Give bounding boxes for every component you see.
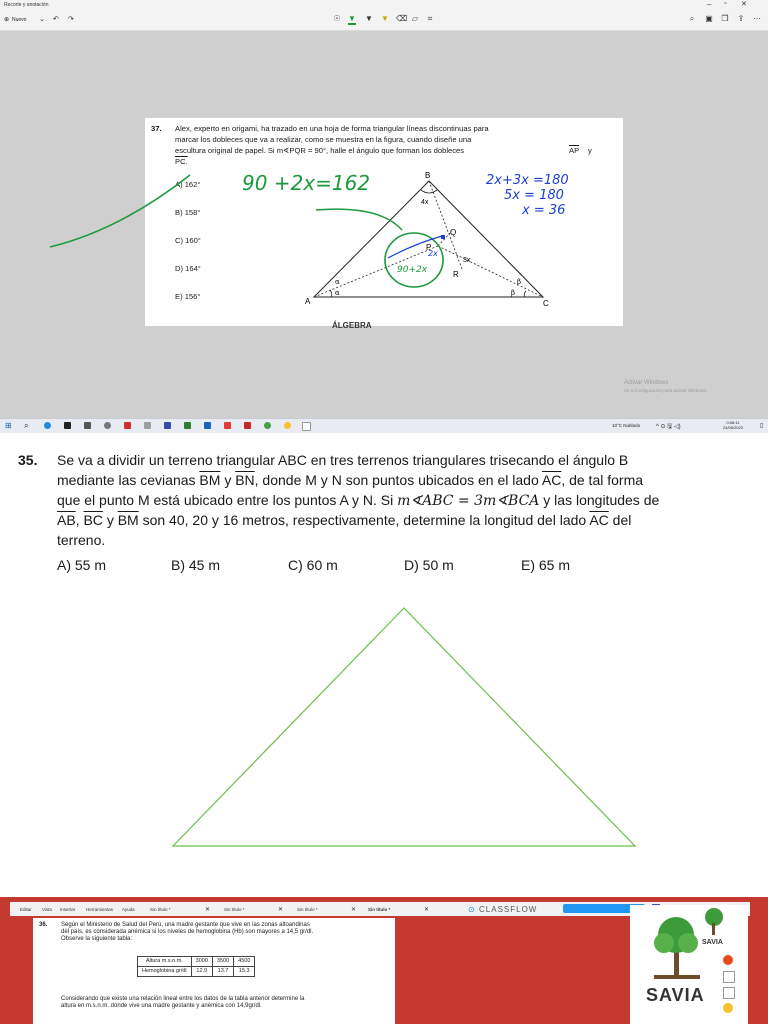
table-cell: 15.3 xyxy=(234,967,255,977)
angle-beta-label-2: β xyxy=(511,289,516,297)
close-tab-icon[interactable]: ✕ xyxy=(205,907,211,913)
problem-36-slide xyxy=(33,918,395,1024)
segment-bm: $\overline{BM}$ xyxy=(117,512,139,528)
option-e: E) 65 m xyxy=(521,557,571,573)
segment-bc: $\overline{BC}$ xyxy=(83,512,103,528)
menu-edit[interactable]: Editar xyxy=(20,907,32,912)
angle-alpha-label-2: α xyxy=(335,289,340,297)
vertex-b-label: B xyxy=(425,171,431,180)
problem-text-line: del país, es considerada anémica si los niveles de hemoglobina (Hb) son mayores a 14,5 gr/dl. xyxy=(61,929,314,935)
app-icon[interactable] xyxy=(64,422,71,429)
angle-alpha-label: α xyxy=(335,278,340,286)
toolbar-icon[interactable] xyxy=(723,955,733,965)
segment-ap: $\overline{AP}$ xyxy=(569,146,580,155)
option-b: B) 158° xyxy=(175,208,201,217)
problem-text: mediante las cevianas xyxy=(57,472,196,488)
menu-view[interactable]: Vista xyxy=(42,907,52,912)
chrome-icon[interactable] xyxy=(284,422,291,429)
table-cell: Altura m.s.n.m. xyxy=(138,957,192,967)
option-e: E) 156° xyxy=(175,292,201,301)
problem-text: y xyxy=(224,472,232,488)
app-icon[interactable] xyxy=(164,422,171,429)
minimize-icon[interactable]: – xyxy=(707,0,712,9)
close-tab-icon[interactable]: ✕ xyxy=(351,907,357,913)
point-r-label: R xyxy=(453,270,459,279)
problem-text-line: Alex, experto en origami, ha trazado en una hoja de forma triangular líneas discontinuas para xyxy=(175,124,489,133)
vertex-a-label: A xyxy=(305,297,311,306)
vertex-c-label: C xyxy=(543,299,549,308)
toolbar-icon[interactable] xyxy=(723,987,735,999)
watermark-line: Activar Windows xyxy=(624,380,669,386)
savia-small-logo-text: SAVIA xyxy=(702,939,723,946)
point-q-label: Q xyxy=(450,228,457,237)
problem-text: , de tal forma xyxy=(561,472,644,488)
problem-number: 36. xyxy=(39,922,48,928)
problem-text-line: Se va a dividir un terreno triangular ABC en tres terrenos triangulares trisecando el ángulo B xyxy=(57,452,629,468)
problem-text: del xyxy=(612,512,632,528)
problem-text-line: altura en m.s.n.m. donde vive una madre gestante y anémica con 14,9gr/dl. xyxy=(61,1003,262,1009)
option-d: D) 164° xyxy=(175,264,201,273)
ballpoint-pen-icon[interactable]: ▼ xyxy=(348,14,356,23)
segment-pc: PC. xyxy=(175,157,188,166)
drawn-triangle xyxy=(173,608,635,846)
problem-text-line: Considerando que existe una relación lineal entre los datos de la tabla anterior determine la xyxy=(61,996,305,1002)
right-angle-mark xyxy=(441,235,445,239)
problem-text: que el punto M está ubicado entre los puntos A y N. Si xyxy=(57,492,394,508)
segment-bm: $\overline{BM}$ xyxy=(199,472,221,488)
problem-text-line: escultura original de papel. Si m∢PQR = 90°, halle el ángulo que forman los dobleces xyxy=(175,146,465,155)
pen-stroke-checkmark xyxy=(50,175,190,247)
option-d: D) 50 m xyxy=(404,557,454,573)
weather-text[interactable]: 10°C Nublado xyxy=(612,423,641,428)
angle-3x-label: 3x xyxy=(463,257,471,264)
problem-text-line: Según el Ministerio de Salud del Perú, una madre gestante que vive en las zonas altoandinas xyxy=(61,922,310,928)
watermark-line: Ve a Configuración para activar Windows. xyxy=(624,388,708,393)
savia-panel xyxy=(630,905,748,1024)
close-tab-icon[interactable]: ✕ xyxy=(278,907,284,913)
table-cell: 3000 xyxy=(191,957,212,967)
word-icon[interactable] xyxy=(204,422,211,429)
section-footer: ÁLGEBRA xyxy=(332,321,372,330)
tray-icons[interactable]: ^ ⊙ 🖫 ◁) xyxy=(656,424,681,430)
math-expression: m∢ABC = 3m∢BCA xyxy=(397,493,540,509)
toolbar-icon[interactable] xyxy=(723,1003,733,1013)
zoom-icon[interactable]: ⌕ xyxy=(689,14,695,23)
handwritten-box: 90+2x xyxy=(397,265,428,275)
table-cell: 3500 xyxy=(212,957,233,967)
app-icon[interactable] xyxy=(124,422,131,429)
option-c: C) 60 m xyxy=(288,557,338,573)
pencil-icon[interactable]: ▼ xyxy=(365,14,373,23)
excel-icon[interactable] xyxy=(184,422,191,429)
classflow-logo: CLASSFLOW xyxy=(479,905,538,914)
table-cell: 4500 xyxy=(234,957,255,967)
option-a: A) 55 m xyxy=(57,557,107,573)
segment-ac: $\overline{AC}$ xyxy=(589,512,609,528)
new-snip-icon[interactable]: ⊕ xyxy=(4,17,10,23)
share-icon[interactable]: ⇪ xyxy=(737,14,745,23)
app-icon[interactable] xyxy=(224,422,231,429)
option-c: C) 160° xyxy=(175,236,201,245)
option-a: A) 162° xyxy=(175,180,201,189)
clock[interactable] xyxy=(723,420,743,430)
app-icon[interactable] xyxy=(244,422,251,429)
problem-text: , xyxy=(75,512,80,528)
handwritten-eq1: 2x+3x =180 xyxy=(486,173,569,188)
menu-help[interactable]: Ayuda xyxy=(122,907,135,912)
eraser-icon[interactable]: ⌫ xyxy=(396,14,408,23)
dropdown-icon[interactable]: ⌄ xyxy=(39,16,45,23)
tab-untitled-1[interactable]: Sin título * xyxy=(150,907,171,912)
tab-untitled-2[interactable]: Sin título * xyxy=(224,907,245,912)
table-cell: 13.7 xyxy=(212,967,233,977)
tab-untitled-4[interactable]: Sin título * xyxy=(368,907,391,912)
problem-text: y xyxy=(106,512,114,528)
highlighter-icon[interactable]: ▼ xyxy=(381,14,389,23)
problem-text: terreno. xyxy=(57,532,106,548)
problem-number: 35. xyxy=(18,452,38,468)
menu-insert[interactable]: Insertar xyxy=(60,907,76,912)
segment-bn: $\overline{BN}$ xyxy=(235,472,255,488)
clock-date: 24/06/2023 xyxy=(723,425,744,430)
classflow-logo-icon: ⊙ xyxy=(468,905,475,914)
table-row xyxy=(138,967,255,977)
handwritten-eq2: 5x = 180 xyxy=(504,188,564,203)
pen-arrow xyxy=(316,209,402,230)
problem-text: son 40, 20 y 16 metros, respectivamente, determine la longitud del lado xyxy=(142,512,587,528)
save-icon[interactable]: ▣ xyxy=(705,14,713,23)
app-icon[interactable] xyxy=(84,422,91,429)
hemoglobin-table xyxy=(137,956,255,977)
table-row xyxy=(138,957,255,967)
conjunction: y xyxy=(588,146,592,155)
angle-arc-c xyxy=(524,291,526,297)
problem-text: , donde M y N son puntos ubicados en el lado xyxy=(254,472,539,488)
problem-text: y las longitudes de xyxy=(543,492,660,508)
option-b: B) 45 m xyxy=(171,557,221,573)
edge-icon[interactable] xyxy=(44,422,51,429)
spotify-icon[interactable] xyxy=(264,422,271,429)
windows-taskbar xyxy=(0,418,768,433)
table-cell: Hemoglobina gr/dl xyxy=(138,967,192,977)
handwritten-2x: 2x xyxy=(428,249,438,258)
touch-writing-icon[interactable]: ☉ xyxy=(333,14,341,23)
search-icon[interactable]: ⌕ xyxy=(24,421,29,430)
angle-arc-b xyxy=(421,190,437,193)
tab-untitled-3[interactable]: Sin título * xyxy=(297,907,318,912)
crop-icon[interactable]: ⌗ xyxy=(427,14,433,23)
problem-35 xyxy=(18,450,753,550)
new-button[interactable]: Nuevo xyxy=(12,17,27,23)
handwritten-eq3: x = 36 xyxy=(522,203,566,218)
snip-app-icon[interactable] xyxy=(302,422,311,431)
more-icon[interactable]: ⋯ xyxy=(753,14,761,23)
undo-icon[interactable]: ↶ xyxy=(53,16,59,23)
problem-text-line: marcar los dobleces que va a realizar, como se muestra en la figura, cuando diseñe una xyxy=(175,135,472,144)
point-p-label: P xyxy=(426,243,432,252)
angle-beta-label: β xyxy=(517,278,522,286)
angle-4x-label: 4x xyxy=(421,199,429,206)
table-cell: 12.9 xyxy=(191,967,212,977)
angle-arc-a xyxy=(330,290,332,297)
drawn-triangle-canvas[interactable] xyxy=(0,590,768,860)
settings-icon[interactable] xyxy=(104,422,111,429)
pen-circle xyxy=(385,233,443,287)
toolbar-icon[interactable] xyxy=(723,971,735,983)
app-icon[interactable] xyxy=(144,422,151,429)
maximize-icon[interactable]: ▫ xyxy=(724,0,727,7)
problem-number: 37. xyxy=(151,124,162,133)
handwritten-equation: 90 +2x=162 xyxy=(242,171,371,195)
menu-tools[interactable]: Herramientas xyxy=(86,907,114,912)
savia-logo-text: SAVIA xyxy=(646,985,705,1005)
figure-37-overlay xyxy=(0,0,768,418)
window-title: Recorte y anotación xyxy=(4,2,49,8)
windows-start-icon[interactable]: ⊞ xyxy=(5,421,12,430)
problem-text-line: Observe la siguiente tabla: xyxy=(61,936,133,942)
activation-watermark xyxy=(624,379,708,395)
redo-icon[interactable]: ↷ xyxy=(68,16,74,23)
notification-icon[interactable]: ▯ xyxy=(760,423,764,429)
segment-ab: $\overline{AB}$ xyxy=(57,512,76,528)
ruler-icon[interactable]: ▱ xyxy=(411,14,419,23)
close-tab-icon[interactable]: ✕ xyxy=(424,907,430,913)
segment-ac: $\overline{AC}$ xyxy=(541,472,562,488)
clock-time: 0:08:11 xyxy=(726,420,740,425)
close-icon[interactable]: ✕ xyxy=(741,1,747,8)
copy-icon[interactable]: ❐ xyxy=(721,14,729,23)
